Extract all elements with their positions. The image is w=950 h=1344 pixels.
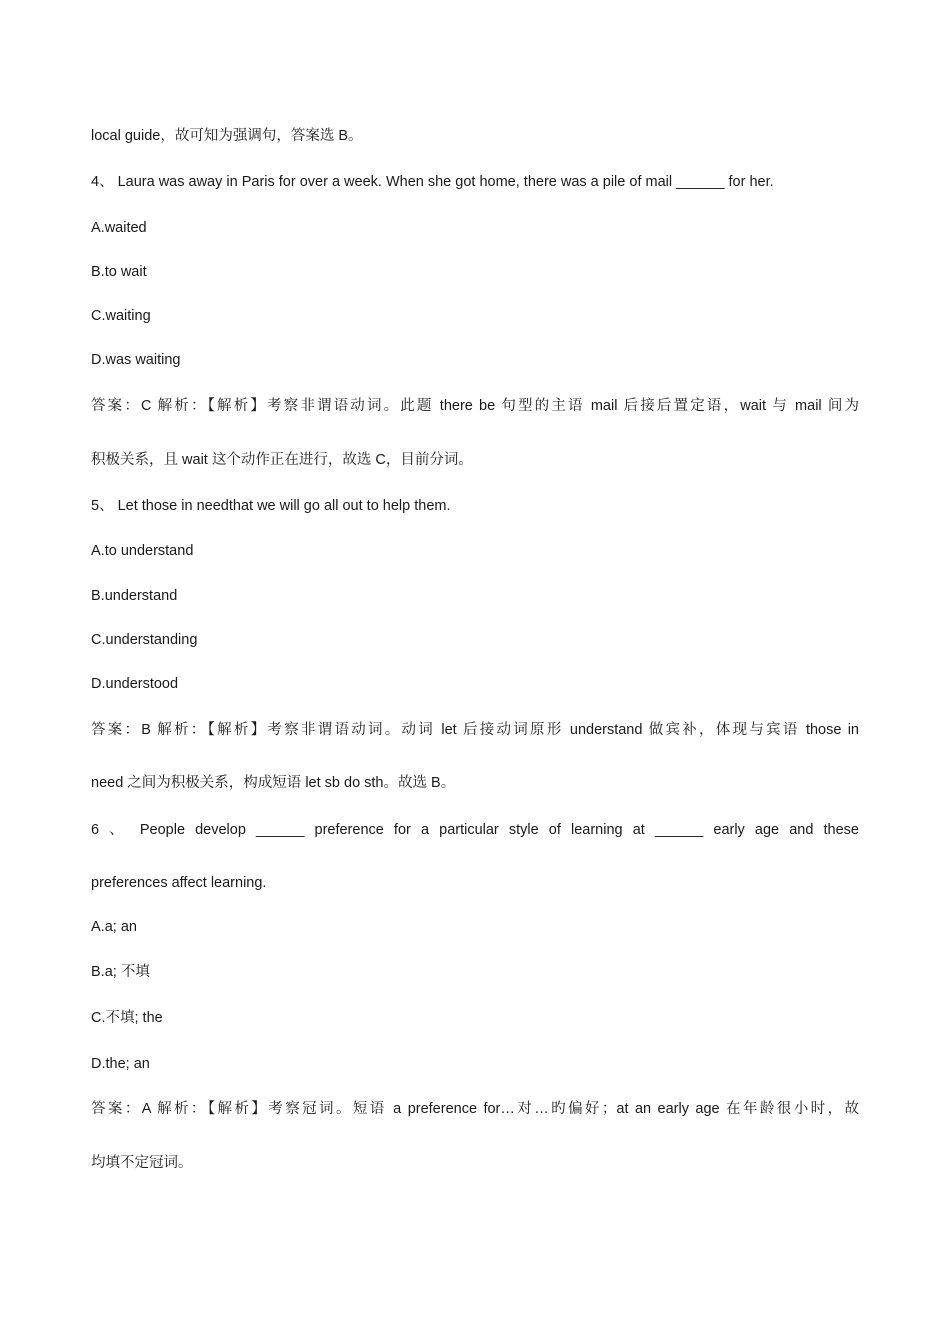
q5-answer-line1: 答案：B 解析：【解析】考察非谓语动词。动词 let 后接动词原形 understand 做宾补，体现与宾语 those in bbox=[91, 722, 859, 738]
q4-option-c: C.waiting bbox=[91, 308, 151, 324]
q5-stem: 5、 Let those in needthat we will go all out to help them. bbox=[91, 498, 451, 514]
q4-option-d: D.was waiting bbox=[91, 352, 181, 368]
q6-option-c: C.不填; the bbox=[91, 1010, 163, 1026]
q5-option-d: D.understood bbox=[91, 676, 179, 692]
q4-option-a: A.waited bbox=[91, 220, 147, 236]
q5-option-c: C.understanding bbox=[91, 632, 198, 648]
q5-option-a: A.to understand bbox=[91, 543, 194, 559]
q4-stem: 4、 Laura was away in Paris for over a week. When she got home, there was a pile of mail ______ for her. bbox=[91, 174, 774, 190]
q4-answer-line1: 答案：C 解析：【解析】考察非谓语动词。此题 there be 句型的主语 mail 后接后置定语，wait 与 mail 间为 bbox=[91, 398, 859, 414]
q6-option-a: A.a; an bbox=[91, 919, 137, 935]
q6-answer-line1: 答案：A 解析：【解析】考察冠词。短语 a preference for…对…旳偏好；at an early age 在年龄很小时，故 bbox=[91, 1101, 859, 1117]
q6-stem-line1: 6 、 People develop ______ preference for a particular style of learning at ______ early age and these bbox=[91, 822, 859, 838]
q4-option-b: B.to wait bbox=[91, 264, 147, 280]
q6-option-b: B.a; 不填 bbox=[91, 964, 150, 980]
q5-option-b: B.understand bbox=[91, 588, 178, 604]
q6-answer-line2: 均填不定冠词。 bbox=[91, 1155, 193, 1171]
q3-answer-tail: local guide，故可知为强调句，答案选 B。 bbox=[91, 128, 363, 144]
q6-stem-line2: preferences affect learning. bbox=[91, 875, 267, 891]
q4-answer-line2: 积极关系，且 wait 这个动作正在进行，故选 C，目前分词。 bbox=[91, 452, 473, 468]
q5-answer-line2: need 之间为积极关系，构成短语 let sb do sth。故选 B。 bbox=[91, 775, 456, 791]
q6-option-d: D.the; an bbox=[91, 1056, 150, 1072]
